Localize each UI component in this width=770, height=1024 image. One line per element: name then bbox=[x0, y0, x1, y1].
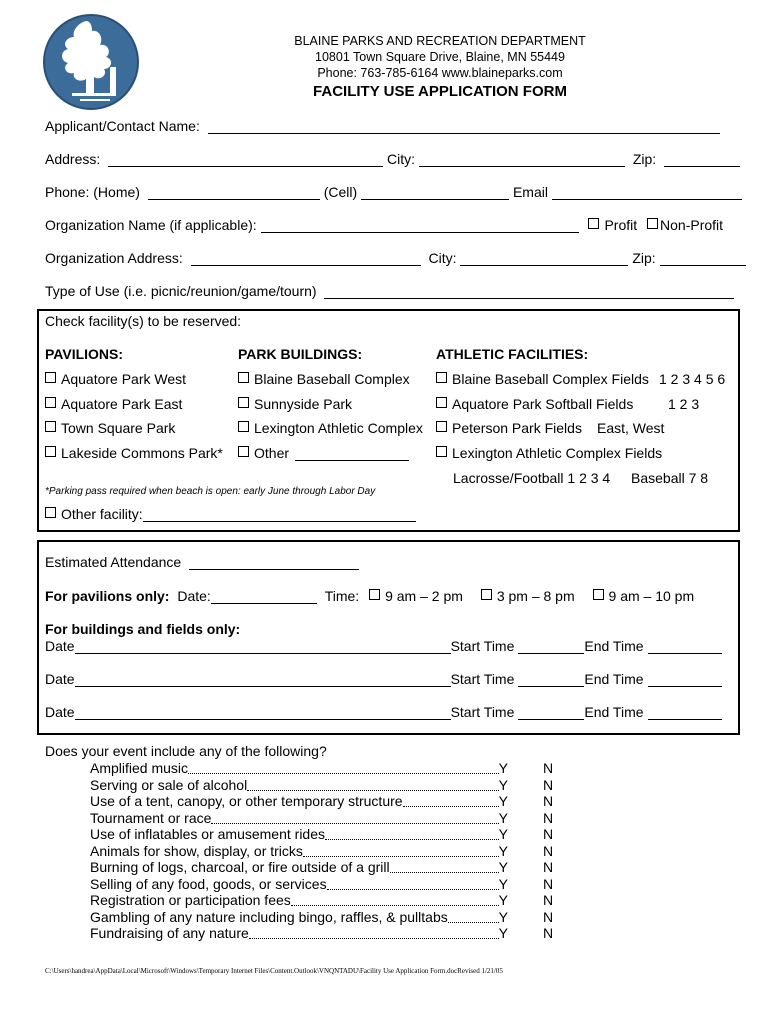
row-end-field[interactable] bbox=[648, 639, 722, 654]
building-option[interactable] bbox=[238, 420, 423, 436]
email-label: Email bbox=[512, 184, 548, 200]
phone-row bbox=[45, 184, 742, 202]
questions-intro: Does your event include any of the following? bbox=[45, 743, 327, 759]
type-of-use-field[interactable] bbox=[324, 284, 734, 299]
athletic-field-numbers: 1 2 3 bbox=[668, 396, 700, 412]
time-option: 3 pm – 8 pm bbox=[496, 588, 575, 604]
pavilions-heading: PAVILIONS: bbox=[45, 346, 124, 362]
athletic-label: Lexington Athletic Complex Fields bbox=[452, 445, 663, 461]
row-date-label: Date bbox=[45, 638, 75, 654]
org-address-label: Organization Address: bbox=[45, 250, 183, 266]
city-label: City: bbox=[387, 151, 416, 167]
question-row bbox=[90, 810, 508, 826]
cell-label: (Cell) bbox=[323, 184, 358, 200]
checkbox[interactable] bbox=[238, 372, 249, 383]
leader-dots bbox=[448, 910, 499, 923]
yes-option[interactable]: Y bbox=[498, 776, 508, 793]
checkbox[interactable] bbox=[238, 446, 249, 457]
building-label: Sunnyside Park bbox=[254, 396, 353, 412]
question-row bbox=[90, 859, 508, 875]
building-option[interactable] bbox=[238, 396, 352, 412]
question-row bbox=[90, 777, 508, 793]
question-row bbox=[90, 876, 508, 892]
row-start-label: Start Time bbox=[450, 671, 515, 687]
org-city-field[interactable] bbox=[460, 251, 628, 266]
time-checkbox[interactable] bbox=[369, 589, 380, 600]
other-facility-checkbox[interactable] bbox=[45, 507, 56, 518]
type-of-use-row bbox=[45, 283, 734, 301]
check-facility-label: Check facility(s) to be reserved: bbox=[45, 313, 242, 329]
athletic-option[interactable] bbox=[436, 445, 662, 461]
yes-option[interactable]: Y bbox=[498, 826, 508, 842]
form-title: FACILITY USE APPLICATION FORM bbox=[313, 83, 567, 100]
leader-dots bbox=[291, 893, 499, 906]
attendance-field[interactable] bbox=[189, 555, 359, 570]
dept-address: 10801 Town Square Drive, Blaine, MN 55449 bbox=[315, 50, 565, 64]
address-label: Address: bbox=[45, 151, 101, 167]
no-option[interactable]: N bbox=[543, 760, 554, 776]
nonprofit-checkbox[interactable] bbox=[647, 218, 658, 229]
time-option: 9 am – 2 pm bbox=[385, 588, 463, 604]
question-row bbox=[90, 760, 508, 776]
building-label: Other bbox=[254, 445, 290, 461]
org-zip-field[interactable] bbox=[660, 251, 746, 266]
question-label: Serving or sale of alcohol bbox=[90, 776, 248, 793]
pavilion-option[interactable] bbox=[45, 445, 223, 461]
org-name-row bbox=[45, 217, 723, 235]
leader-dots bbox=[188, 761, 499, 774]
pavilion-option[interactable] bbox=[45, 371, 186, 387]
question-row bbox=[90, 925, 508, 941]
row-date-field[interactable] bbox=[75, 639, 451, 654]
question-label: Use of inflatables or amusement rides bbox=[90, 826, 325, 842]
checkbox[interactable] bbox=[45, 421, 56, 432]
time-checkbox[interactable] bbox=[481, 589, 492, 600]
question-label: Selling of any food, goods, or services bbox=[90, 875, 327, 892]
checkbox[interactable] bbox=[45, 446, 56, 457]
row-end-label: End Time bbox=[584, 671, 644, 687]
no-option[interactable]: N bbox=[543, 875, 554, 892]
row-start-field[interactable] bbox=[518, 672, 584, 687]
question-label: Registration or participation fees bbox=[90, 892, 291, 908]
yes-option[interactable]: Y bbox=[498, 892, 508, 908]
checkbox[interactable] bbox=[436, 446, 447, 457]
date-time-row bbox=[45, 638, 722, 656]
question-label: Tournament or race bbox=[90, 809, 212, 826]
yes-option[interactable]: Y bbox=[498, 760, 508, 776]
no-option[interactable]: N bbox=[543, 892, 554, 908]
zip-label: Zip: bbox=[632, 151, 657, 167]
pavilion-time-label: Time: bbox=[324, 588, 360, 604]
dept-name: BLAINE PARKS AND RECREATION DEPARTMENT bbox=[294, 34, 586, 48]
other-building-field[interactable] bbox=[295, 446, 409, 461]
nonprofit-label: Non-Profit bbox=[660, 217, 724, 233]
row-start-label: Start Time bbox=[450, 704, 515, 720]
checkbox[interactable] bbox=[436, 397, 447, 408]
zip-field[interactable] bbox=[664, 152, 740, 167]
org-address-row bbox=[45, 250, 746, 268]
leader-dots bbox=[325, 827, 499, 840]
pavilion-label: Lakeside Commons Park* bbox=[61, 445, 223, 461]
athletic-option[interactable] bbox=[436, 420, 582, 436]
building-option[interactable] bbox=[238, 445, 409, 461]
phone-home-field[interactable] bbox=[148, 185, 320, 200]
question-row bbox=[90, 892, 508, 908]
no-option[interactable]: N bbox=[543, 908, 554, 925]
athletic-heading: ATHLETIC FACILITIES: bbox=[436, 346, 589, 362]
no-option[interactable]: N bbox=[543, 859, 554, 875]
pavilions-only-label: For pavilions only: bbox=[45, 588, 170, 604]
type-of-use-label: Type of Use (i.e. picnic/reunion/game/tourn) bbox=[45, 283, 317, 299]
address-field[interactable] bbox=[108, 152, 383, 167]
question-label: Burning of logs, charcoal, or fire outside of a grill bbox=[90, 859, 390, 875]
leader-dots bbox=[303, 844, 499, 857]
row-end-field[interactable] bbox=[648, 672, 722, 687]
leader-dots bbox=[390, 860, 499, 873]
athletic-option[interactable] bbox=[436, 371, 649, 387]
no-option[interactable]: N bbox=[543, 809, 554, 826]
city-field[interactable] bbox=[419, 152, 625, 167]
date-time-row bbox=[45, 704, 722, 722]
question-label: Animals for show, display, or tricks bbox=[90, 842, 303, 859]
row-date-field[interactable] bbox=[75, 705, 451, 720]
pavilion-option[interactable] bbox=[45, 396, 182, 412]
pavilion-label: Town Square Park bbox=[61, 420, 176, 436]
building-label: Lexington Athletic Complex bbox=[254, 420, 423, 436]
pavilion-label: Aquatore Park East bbox=[61, 396, 183, 412]
building-label: Blaine Baseball Complex bbox=[254, 371, 410, 387]
athletic-field-numbers: 1 2 3 4 5 6 bbox=[659, 371, 726, 387]
question-row bbox=[90, 793, 508, 809]
cell-field[interactable] bbox=[361, 185, 509, 200]
leader-dots bbox=[211, 811, 498, 824]
question-row bbox=[90, 843, 508, 859]
lacrosse-fields: Lacrosse/Football 1 2 3 4 bbox=[453, 470, 611, 486]
athletic-label: Blaine Baseball Complex Fields bbox=[452, 371, 649, 387]
pavilion-label: Aquatore Park West bbox=[61, 371, 187, 387]
no-option[interactable]: N bbox=[543, 925, 554, 941]
org-name-label: Organization Name (if applicable): bbox=[45, 217, 257, 233]
baseball-fields: Baseball 7 8 bbox=[631, 470, 709, 486]
org-name-field[interactable] bbox=[261, 218, 579, 233]
row-start-field[interactable] bbox=[518, 705, 584, 720]
contact-name-row bbox=[45, 118, 720, 136]
address-row bbox=[45, 151, 740, 169]
buildings-only-label: For buildings and fields only: bbox=[45, 621, 241, 637]
pavilion-option[interactable] bbox=[45, 420, 175, 436]
checkbox[interactable] bbox=[45, 372, 56, 383]
checkbox[interactable] bbox=[436, 421, 447, 432]
dept-phone: Phone: 763-785-6164 www.blaineparks.com bbox=[317, 66, 563, 80]
date-time-row bbox=[45, 671, 722, 689]
yes-option[interactable]: Y bbox=[498, 859, 508, 875]
checkbox[interactable] bbox=[238, 421, 249, 432]
leader-dots bbox=[327, 877, 499, 890]
leader-dots bbox=[247, 778, 498, 791]
yes-option[interactable]: Y bbox=[498, 875, 508, 892]
org-city-label: City: bbox=[428, 250, 457, 266]
city-logo bbox=[42, 13, 140, 114]
contact-name-field[interactable] bbox=[208, 119, 720, 134]
time-checkbox[interactable] bbox=[593, 589, 604, 600]
buildings-heading: PARK BUILDINGS: bbox=[238, 346, 363, 362]
row-date-label: Date bbox=[45, 671, 75, 687]
other-facility-row bbox=[45, 506, 416, 522]
no-option[interactable]: N bbox=[543, 793, 554, 809]
question-label: Fundraising of any nature bbox=[90, 925, 249, 941]
question-row bbox=[90, 826, 508, 842]
org-address-field[interactable] bbox=[191, 251, 421, 266]
profit-checkbox[interactable] bbox=[588, 218, 599, 229]
athletic-field-numbers: East, West bbox=[597, 420, 665, 436]
pavilion-date-label: Date: bbox=[177, 588, 211, 604]
no-option[interactable]: N bbox=[543, 842, 554, 859]
question-label: Amplified music bbox=[90, 760, 189, 776]
yes-option[interactable]: Y bbox=[498, 793, 508, 809]
row-end-label: End Time bbox=[584, 638, 644, 654]
other-facility-field[interactable] bbox=[143, 507, 416, 522]
building-option[interactable] bbox=[238, 371, 410, 387]
no-option[interactable]: N bbox=[543, 826, 554, 842]
pavilion-date-field[interactable] bbox=[211, 589, 317, 604]
yes-option[interactable]: Y bbox=[498, 908, 508, 925]
attendance-label: Estimated Attendance bbox=[45, 554, 182, 570]
question-label: Gambling of any nature including bingo, raffles, & pulltabs bbox=[90, 908, 448, 925]
question-label: Use of a tent, canopy, or other temporary structure bbox=[90, 793, 403, 809]
checkbox[interactable] bbox=[238, 397, 249, 408]
row-start-label: Start Time bbox=[450, 638, 515, 654]
contact-name-label: Applicant/Contact Name: bbox=[45, 118, 200, 134]
email-field[interactable] bbox=[552, 185, 742, 200]
org-zip-label: Zip: bbox=[632, 250, 656, 266]
checkbox[interactable] bbox=[45, 397, 56, 408]
profit-label: Profit bbox=[604, 217, 638, 233]
row-date-label: Date bbox=[45, 704, 75, 720]
yes-option[interactable]: Y bbox=[498, 842, 508, 859]
leader-dots bbox=[403, 794, 499, 807]
pavilion-time-row bbox=[45, 588, 694, 606]
no-option[interactable]: N bbox=[543, 776, 554, 793]
question-row bbox=[90, 909, 508, 925]
row-start-field[interactable] bbox=[518, 639, 584, 654]
parking-note: *Parking pass required when beach is open: early June through Labor Day bbox=[45, 486, 376, 497]
row-end-field[interactable] bbox=[648, 705, 722, 720]
athletic-option[interactable] bbox=[436, 396, 633, 412]
row-date-field[interactable] bbox=[75, 672, 451, 687]
yes-option[interactable]: Y bbox=[498, 809, 508, 826]
row-end-label: End Time bbox=[584, 704, 644, 720]
file-path-footer: C:\Users\handrea\AppData\Local\Microsoft\Windows\Temporary Internet Files\Content.Outlook\VNQNTADU\Facility Use Application Form.docRevised 1/21/05 bbox=[45, 967, 503, 975]
leader-dots bbox=[249, 926, 499, 939]
attendance-row bbox=[45, 554, 359, 572]
yes-option[interactable]: Y bbox=[498, 925, 508, 941]
athletic-label: Aquatore Park Softball Fields bbox=[452, 396, 634, 412]
phone-home-label: Phone: (Home) bbox=[45, 184, 140, 200]
checkbox[interactable] bbox=[436, 372, 447, 383]
time-option: 9 am – 10 pm bbox=[608, 588, 695, 604]
other-facility-label: Other facility: bbox=[61, 506, 143, 522]
athletic-label: Peterson Park Fields bbox=[452, 420, 582, 436]
